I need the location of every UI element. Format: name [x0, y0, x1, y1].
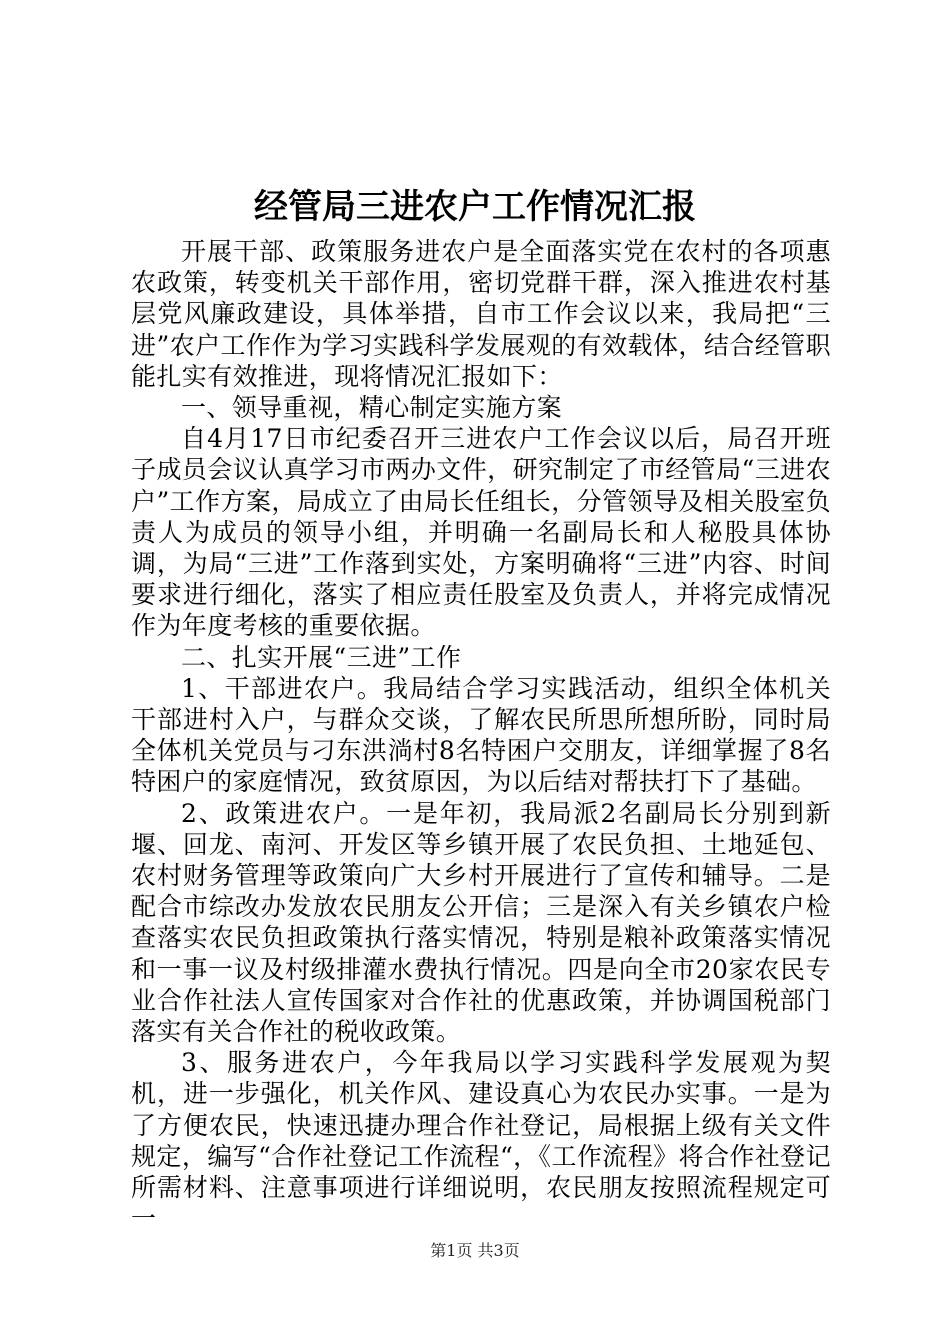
item-2-paragraph: 2、政策进农户。一是年初，我局派2名副局长分别到新堰、回龙、南河、开发区等乡镇开展了农民负担、土地延包、农村财务管理等政策向广大乡村开展进行了宣传和辅导。二是配合市综改办发放农民朋友公开信；三是深入有关乡镇农户检查落实农民负担政策执行落实情况，特别是粮补政策落实情况和一事一议及村级排灌水费执行情况。四是向全市20家农民专业合作社法人宣传国家对合作社的优惠政策，并协调国税部门落实有关合作社的税收政策。: [131, 798, 831, 1047]
item-1-paragraph: 1、干部进农户。我局结合学习实践活动，组织全体机关干部进村入户，与群众交谈，了解农民所思所想所盼，同时局全体机关党员与刁东洪淌村8名特困户交朋友，详细掌握了8名特困户的家庭情况，致贫原因，为以后结对帮扶打下了基础。: [131, 673, 831, 797]
document-title: 经管局三进农户工作情况汇报: [254, 187, 696, 227]
page-footer: 第1页 共3页: [430, 1241, 520, 1260]
intro-paragraph: 开展干部、政策服务进农户是全面落实党在农村的各项惠农政策，转变机关干部作用，密切党群干群，深入推进农村基层党风廉政建设，具体举措，自市工作会议以来，我局把“三进”农户工作作为学习实践科学发展观的有效载体，结合经管职能扎实有效推进，现将情况汇报如下：: [131, 237, 831, 391]
section-heading-2: 二、扎实开展“三进”工作: [181, 642, 462, 672]
section-heading-1: 一、领导重视，精心制定实施方案: [181, 393, 563, 423]
item-3-paragraph: 3、服务进农户，今年我局以学习实践科学发展观为契机，进一步强化，机关作风、建设真心为农民办实事。一是为了方便农民，快速迅捷办理合作社登记，局根据上级有关文件规定，编写“合作社登记工作流程“，《工作流程》将合作社登记所需材料、注意事项进行详细说明，农民朋友按照流程规定可一: [131, 1048, 831, 1234]
section-1-paragraph: 自4月17日市纪委召开三进农户工作会议以后，局召开班子成员会议认真学习市两办文件，研究制定了市经管局“三进农户”工作方案，局成立了由局长任组长，分管领导及相关股室负责人为成员的领导小组，并明确一名副局长和人秘股具体协调，为局“三进”工作落到实处，方案明确将“三进”内容、时间要求进行细化，落实了相应责任股室及负责人，并将完成情况作为年度考核的重要依据。: [131, 424, 831, 641]
document-body: [131, 236, 831, 1235]
